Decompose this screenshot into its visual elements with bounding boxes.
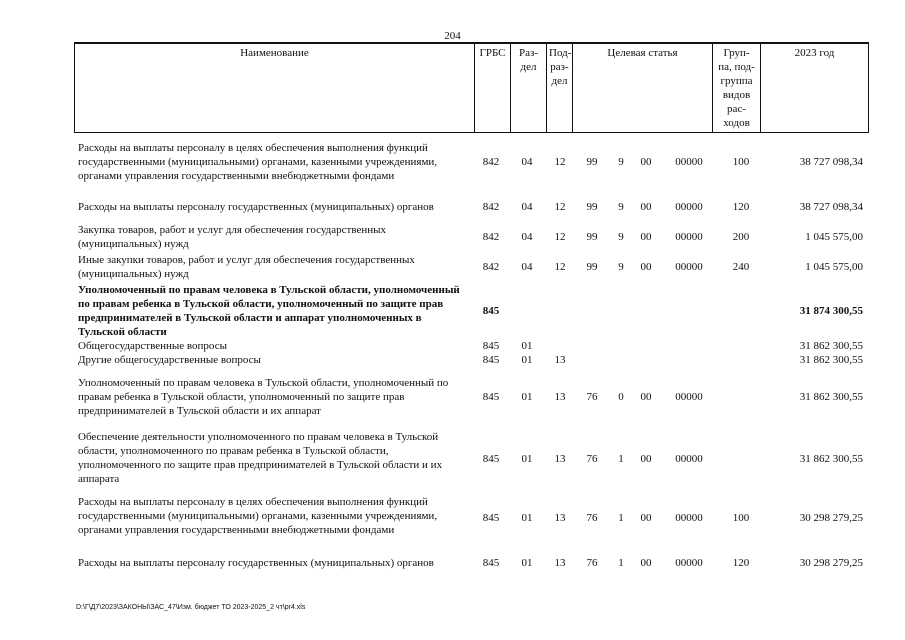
header-razdel-text: Раз- дел xyxy=(518,47,538,73)
row-amount: 31 862 300,55 xyxy=(799,453,863,465)
row-pr: 12 xyxy=(554,261,566,273)
row-cs4: 00000 xyxy=(675,201,703,213)
row-grbs: 845 xyxy=(482,557,500,569)
row-cs4: 00000 xyxy=(675,231,703,243)
header-podrazdel-text: Под- раз- дел xyxy=(549,47,572,87)
row-amount: 31 874 300,55 xyxy=(799,305,863,317)
row-rz: 01 xyxy=(521,453,533,465)
row-rz: 04 xyxy=(521,231,533,243)
row-cs1: 76 xyxy=(586,391,598,403)
row-cs3: 00 xyxy=(640,391,652,403)
header-year: 2023 год xyxy=(761,43,869,133)
row-amount: 31 862 300,55 xyxy=(799,340,863,352)
row-rz: 01 xyxy=(521,512,533,524)
row-cs3: 00 xyxy=(640,557,652,569)
row-amount: 31 862 300,55 xyxy=(799,354,863,366)
row-cs2: 9 xyxy=(618,201,624,213)
row-grbs: 842 xyxy=(482,261,500,273)
row-amount: 31 862 300,55 xyxy=(799,391,863,403)
row-cs1: 99 xyxy=(586,201,598,213)
row-name: Закупка товаров, работ и услуг для обеспечения государственных (муниципальных) нужд xyxy=(78,224,387,250)
row-cs3: 00 xyxy=(640,231,652,243)
table-row xyxy=(0,200,905,214)
row-grbs: 842 xyxy=(482,201,500,213)
row-rz: 01 xyxy=(521,354,533,366)
row-cs2: 9 xyxy=(618,231,624,243)
row-pr: 13 xyxy=(554,512,566,524)
row-rz: 04 xyxy=(521,156,533,168)
row-rz: 04 xyxy=(521,261,533,273)
table-row xyxy=(0,353,905,367)
row-grbs: 845 xyxy=(482,453,500,465)
row-name: Уполномоченный по правам человека в Тульской области, уполномоченный по правам ребенка в Тульской области, уполномоченный по защите прав предпринимателей в Тульской области и их аппарат xyxy=(78,377,449,417)
row-grbs: 842 xyxy=(482,156,500,168)
row-amount: 38 727 098,34 xyxy=(799,201,863,213)
row-pr: 12 xyxy=(554,156,566,168)
row-cs2: 0 xyxy=(618,391,624,403)
row-cs1: 99 xyxy=(586,156,598,168)
row-cs3: 00 xyxy=(640,453,652,465)
row-amount: 1 045 575,00 xyxy=(805,261,863,273)
row-grbs: 845 xyxy=(482,512,500,524)
row-vr: 240 xyxy=(732,261,750,273)
row-rz: 01 xyxy=(521,557,533,569)
row-grbs: 845 xyxy=(482,391,500,403)
row-amount: 30 298 279,25 xyxy=(799,557,863,569)
row-pr: 13 xyxy=(554,354,566,366)
row-cs2: 9 xyxy=(618,261,624,273)
row-amount: 38 727 098,34 xyxy=(799,156,863,168)
row-vr: 100 xyxy=(732,512,750,524)
row-rz: 01 xyxy=(521,340,533,352)
row-name: Расходы на выплаты персоналу в целях обеспечения выполнения функций государственными (муниципальными) органами, казенными учреждениями, органами управления государственными внебюджетными фондами xyxy=(78,142,438,182)
table-row xyxy=(0,283,905,339)
table-row xyxy=(0,430,905,486)
row-amount: 1 045 575,00 xyxy=(805,231,863,243)
row-cs2: 1 xyxy=(618,512,624,524)
row-grbs: 845 xyxy=(482,354,500,366)
file-path-footer: D:\Г\Д7\2023\ЗАКОНЫ\ЗАС_47\Изм. бюджет ТО 2023-2025_2 чт\pr4.xls xyxy=(76,604,306,611)
row-cs4: 00000 xyxy=(675,557,703,569)
row-name: Общегосударственные вопросы xyxy=(78,340,227,352)
row-pr: 12 xyxy=(554,201,566,213)
row-name: Обеспечение деятельности уполномоченного по правам человека в Тульской области, уполномоченного по правам ребенка в Тульской области, уполномоченного по защите прав предпринимателей в Тульской области и их аппарата xyxy=(78,431,443,485)
header-group-text: Груп- па, под- группа видов рас- ходов xyxy=(718,47,755,129)
row-cs3: 00 xyxy=(640,156,652,168)
row-cs3: 00 xyxy=(640,261,652,273)
table-row xyxy=(0,376,905,418)
row-cs4: 00000 xyxy=(675,261,703,273)
row-rz: 04 xyxy=(521,201,533,213)
row-cs2: 1 xyxy=(618,453,624,465)
header-grbs: ГРБС xyxy=(475,43,511,133)
row-pr: 13 xyxy=(554,391,566,403)
row-rz: 01 xyxy=(521,391,533,403)
row-cs1: 76 xyxy=(586,453,598,465)
row-cs1: 99 xyxy=(586,231,598,243)
row-cs4: 00000 xyxy=(675,156,703,168)
row-pr: 12 xyxy=(554,231,566,243)
row-cs1: 76 xyxy=(586,557,598,569)
table-row xyxy=(0,253,905,281)
header-name: Наименование xyxy=(75,43,475,133)
row-name: Расходы на выплаты персоналу государственных (муниципальных) органов xyxy=(78,201,434,213)
row-amount: 30 298 279,25 xyxy=(799,512,863,524)
row-cs2: 1 xyxy=(618,557,624,569)
row-name: Расходы на выплаты персоналу в целях обеспечения выполнения функций государственными (муниципальными) органами, казенными учреждениями, органами управления государственными внебюджетными фондами xyxy=(78,496,438,536)
table-row xyxy=(0,223,905,251)
row-cs3: 00 xyxy=(640,512,652,524)
table-row xyxy=(0,141,905,183)
row-grbs: 845 xyxy=(482,340,500,352)
row-pr: 13 xyxy=(554,557,566,569)
row-name: Уполномоченный по правам человека в Тульской области, уполномоченный по правам ребенка в Тульской области, уполномоченный по защите прав предпринимателей в Тульской области и аппарат уполномоченных в Тульской области xyxy=(78,284,460,338)
row-cs1: 99 xyxy=(586,261,598,273)
row-cs4: 00000 xyxy=(675,391,703,403)
row-grbs: 845 xyxy=(482,305,500,317)
row-pr: 13 xyxy=(554,453,566,465)
row-cs4: 00000 xyxy=(675,512,703,524)
row-name: Иные закупки товаров, работ и услуг для обеспечения государственных (муниципальных) нужд xyxy=(78,254,415,280)
table-row xyxy=(0,339,905,353)
row-grbs: 842 xyxy=(482,231,500,243)
table-row xyxy=(0,556,905,570)
row-name: Другие общегосударственные вопросы xyxy=(78,354,261,366)
table-row xyxy=(0,495,905,537)
page-number: 204 xyxy=(444,30,461,42)
row-vr: 120 xyxy=(732,557,750,569)
header-target: Целевая статья xyxy=(573,43,713,133)
row-name: Расходы на выплаты персоналу государственных (муниципальных) органов xyxy=(78,557,434,569)
row-vr: 200 xyxy=(732,231,750,243)
row-cs3: 00 xyxy=(640,201,652,213)
row-vr: 100 xyxy=(732,156,750,168)
row-vr: 120 xyxy=(732,201,750,213)
row-cs1: 76 xyxy=(586,512,598,524)
row-cs2: 9 xyxy=(618,156,624,168)
row-cs4: 00000 xyxy=(675,453,703,465)
